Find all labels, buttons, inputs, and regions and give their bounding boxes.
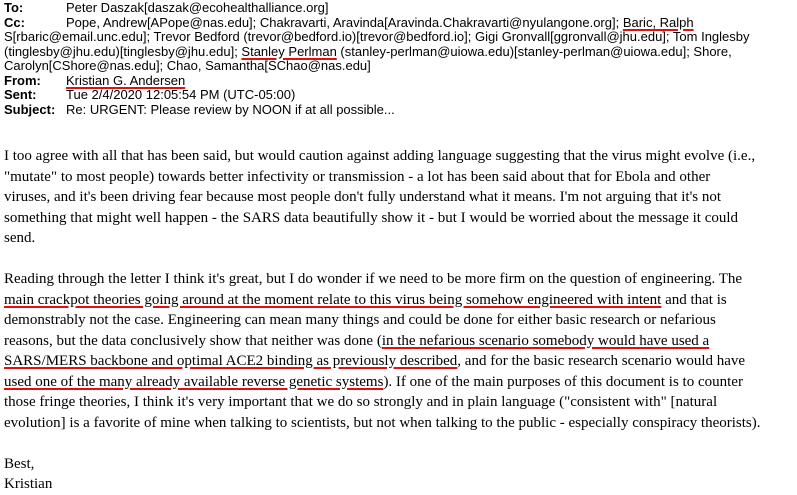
body-line: evolution] is a favorite of mine when talking to scientists, but not when talking to the public - especially conspiracy theorists). [4, 414, 761, 431]
highlight-nefarious-scenario: in the nefarious scenario somebody would have used a [381, 332, 710, 349]
email-header [4, 1, 794, 117]
subject-label: Subject: [4, 101, 56, 117]
body-line [4, 331, 794, 352]
to-label: To: [4, 0, 24, 15]
body-line: something that might well happen - the SARS data beautifully show it - but I would be worried about the message it could [4, 209, 739, 226]
body-line [4, 351, 794, 372]
body-text: ). If one of the main purposes of this document is to counter [383, 373, 743, 390]
cc-value [66, 16, 794, 31]
body-line: Reading through the letter I think it's great, but I do wonder if we need to be more firm on the question of engineering. The [4, 271, 743, 287]
cc-highlight-perlman: Stanley Perlman [241, 43, 337, 59]
from-label: From: [4, 72, 41, 88]
sent-label: Sent: [4, 87, 37, 102]
cc-label: Cc: [4, 14, 25, 30]
cc-row [4, 16, 794, 31]
signature: Kristian [4, 476, 53, 492]
body-line [4, 372, 794, 393]
cc-text: Pope, Andrew[APope@nas.edu]; Chakravarti, Aravinda[Aravinda.Chakravarti@nyulangone.org]; [66, 14, 623, 30]
from-row [4, 74, 794, 89]
body-text: reasons, but the data conclusively show that neither was done ( [4, 332, 382, 349]
email-body [4, 146, 794, 495]
sent-value: Tue 2/4/2020 12:05:54 PM (UTC-05:00) [66, 87, 296, 102]
body-line [4, 290, 794, 311]
cc-highlight-baric: Baric, Ralph [622, 14, 694, 30]
from-value: Kristian G. Andersen [66, 72, 186, 88]
sent-row [4, 88, 794, 103]
body-text: and that is [661, 291, 727, 308]
body-line: demonstrably not the case. Engineering can mean many things and could be done for either basic research or nefarious [4, 312, 716, 328]
cc-line-3 [4, 45, 794, 60]
body-line: send. [4, 230, 36, 246]
body-line: viruses, and it's been driving fear because most people don't fully understand what it means. I'm not arguing that it's not [4, 189, 722, 205]
highlight-sars-mers-backbone: SARS/MERS backbone and optimal ACE2 binding as previously described [4, 353, 458, 369]
cc-text: (tinglesby@jhu.edu)[tinglesby@jhu.edu]; [4, 43, 242, 59]
closing: Best, [4, 455, 35, 472]
body-line: those fringe theories, I think it's very important that we do so strongly and in plain language ("consistent with" [natural [4, 394, 718, 410]
to-value: Peter Daszak[daszak@ecohealthalliance.org] [66, 0, 329, 15]
paragraph-2 [4, 269, 794, 433]
cc-line-2: S[rbaric@email.unc.edu]; Trevor Bedford (trevor@bedford.io)[trevor@bedford.io]; Gigi Gronvall[ggronvall@jhu.edu]; Tom Inglesby [4, 29, 750, 44]
paragraph-1 [4, 146, 794, 249]
cc-line-4: Carolyn[CShore@nas.edu]; Chao, Samantha[SChao@nas.edu] [4, 58, 371, 73]
highlight-crackpot-theories: main crackpot theories going around at the moment relate to this virus being somehow engineered with intent [4, 291, 662, 308]
body-text: , and for the basic research scenario would have [457, 353, 746, 369]
body-line: I too agree with all that has been said, but would caution against adding language suggesting that the virus might evolve (i.e., [4, 148, 756, 164]
highlight-reverse-genetics: used one of the many already available reverse genetic systems [4, 373, 384, 390]
cc-line-1 [66, 15, 694, 30]
subject-value: Re: URGENT: Please review by NOON if at all possible... [66, 101, 395, 117]
body-line: "mutate" to most people) towards better infectivity or transmission - a lot has been said about that for Ebola and other [4, 168, 711, 185]
to-row [4, 1, 794, 16]
cc-text: (stanley-perlman@uiowa.edu)[stanley-perlman@uiowa.edu]; Shore, [336, 43, 732, 59]
subject-row [4, 103, 794, 118]
